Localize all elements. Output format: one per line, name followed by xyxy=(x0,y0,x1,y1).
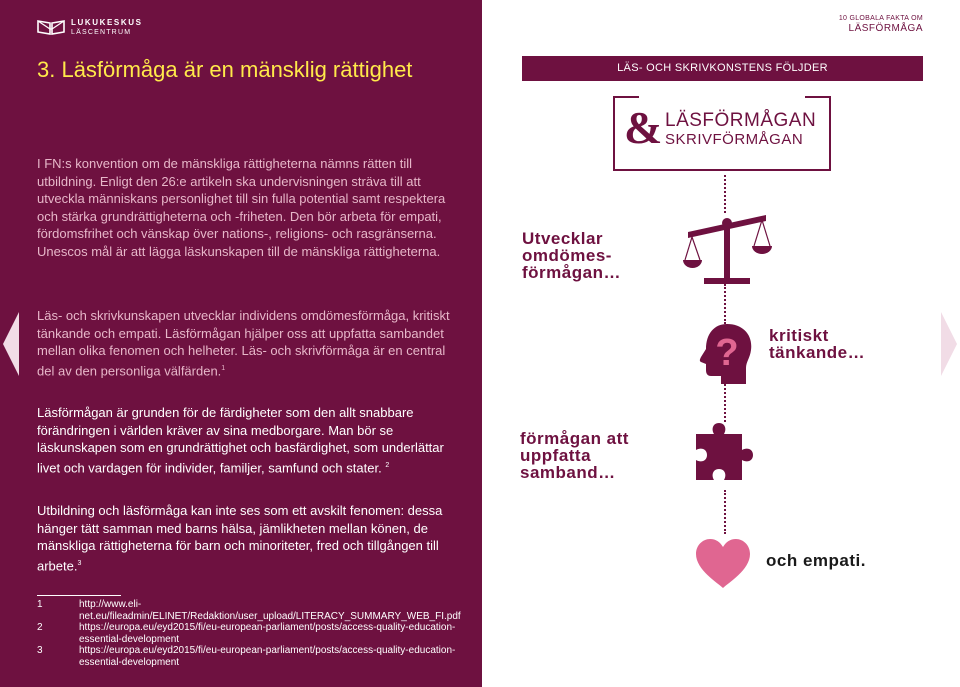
open-book-icon xyxy=(36,18,66,36)
series-topic: LÄSFÖRMÅGA xyxy=(848,22,923,34)
footnote-number: 3 xyxy=(37,645,43,657)
dotted-connector xyxy=(724,175,726,213)
footnote-link[interactable]: https://europa.eu/eyd2015/fi/eu-european-parliament/posts/access-quality-education-essential-development xyxy=(79,645,456,668)
consequences-banner: LÄS- OCH SKRIVKONSTENS FÖLJDER xyxy=(522,56,923,81)
right-page xyxy=(482,0,960,687)
paragraph-text: Utbildning och läsförmåga kan inte ses som ett avskilt fenomen: dessa hänger tätt samman med barns hälsa, jämlikheten mellan könen, de mänskliga rättigheterna för barn och minoriteter, fred och tillgången till arbete. xyxy=(37,503,443,574)
logo-line-2: LÄSCENTRUM xyxy=(71,28,132,36)
paragraph-un-convention: I FN:s konvention om de mänskliga rättigheterna nämns rätten till utbildning. Enligt den 26:e artikeln ska undervisningen sträva till att utveckla människans personlighet till sin fulla potential samt respektera och stärka grundrättigheterna och -friheten. Den bör arbeta för empati, fördomsfrihet och vänskap över nations-, religions- och rasgränserna. Unescos mål är att lägga läskunskapen till de mänskliga rättigheterna. xyxy=(37,156,446,259)
head-question-icon xyxy=(697,322,755,386)
footnote-1 xyxy=(37,599,461,622)
dotted-connector xyxy=(724,284,726,324)
footnote-ref[interactable]: 3 xyxy=(77,559,82,567)
question-mark: ? xyxy=(715,332,739,374)
paragraph-text: Läsförmågan är grunden för de färdigheter som den allt snabbare förändringen i världen kräver av sina medborgare. Man bör se läskunskapen som en grundrättighet och basfärdighet, som underlättar livet och vardagen för individer, familjer, samfund och stater. xyxy=(37,405,444,476)
caption-judgement: Utvecklar omdömes- förmågan… xyxy=(522,229,621,282)
caption-critical-thinking: kritiskt tänkande… xyxy=(769,326,866,362)
footnote-2 xyxy=(37,622,457,645)
series-label: 10 GLOBALA FAKTA OM xyxy=(838,15,923,22)
dotted-connector xyxy=(724,384,726,422)
heading-skrivformagan: SKRIVFÖRMÅGAN xyxy=(665,131,804,148)
previous-page-arrow[interactable] xyxy=(3,312,19,376)
footnote-3 xyxy=(37,645,457,668)
paragraph-education-phenomenon xyxy=(37,502,457,575)
footnote-divider xyxy=(37,595,121,596)
scales-icon xyxy=(682,210,772,286)
dotted-connector xyxy=(724,490,726,534)
ampersand: & xyxy=(624,102,663,153)
footnote-ref[interactable]: 2 xyxy=(385,461,390,469)
footnote-ref[interactable]: 1 xyxy=(221,364,226,372)
logo-line-1: LUKUKESKUS xyxy=(71,17,143,27)
footnote-number: 1 xyxy=(37,599,43,610)
heart-icon xyxy=(694,538,752,590)
lukukeskus-logo xyxy=(36,18,143,36)
heading-lasformagan: LÄSFÖRMÅGAN xyxy=(665,110,817,131)
paragraph-foundation xyxy=(37,404,457,477)
puzzle-icon xyxy=(692,420,756,484)
paragraph-text: Läs- och skrivkunskapen utvecklar individens omdömesförmåga, kritiskt tänkande och empati. Läsförmågan hjälper oss att uppfatta sambandet mellan olika fenomen och helheter. Läs- och skrivförmåga är en central del av den personliga välfärden. xyxy=(37,308,450,379)
caption-empathy: och empati. xyxy=(766,551,866,570)
footnote-link[interactable]: https://europa.eu/eyd2015/fi/eu-european-parliament/posts/access-quality-education-essential-development xyxy=(79,622,456,645)
page-title: 3. Läsförmåga är en mänsklig rättighet xyxy=(37,57,413,82)
series-header xyxy=(839,15,923,34)
next-page-arrow[interactable] xyxy=(941,312,957,376)
footnote-number: 2 xyxy=(37,622,43,634)
footnote-link[interactable]: http://www.eli-net.eu/fileadmin/ELINET/Redaktion/user_upload/LITERACY_SUMMARY_WEB_FI.pdf xyxy=(79,599,461,622)
caption-connections: förmågan att uppfatta samband… xyxy=(520,429,629,482)
paragraph-literacy-skills xyxy=(37,307,457,380)
footnotes xyxy=(37,599,461,669)
